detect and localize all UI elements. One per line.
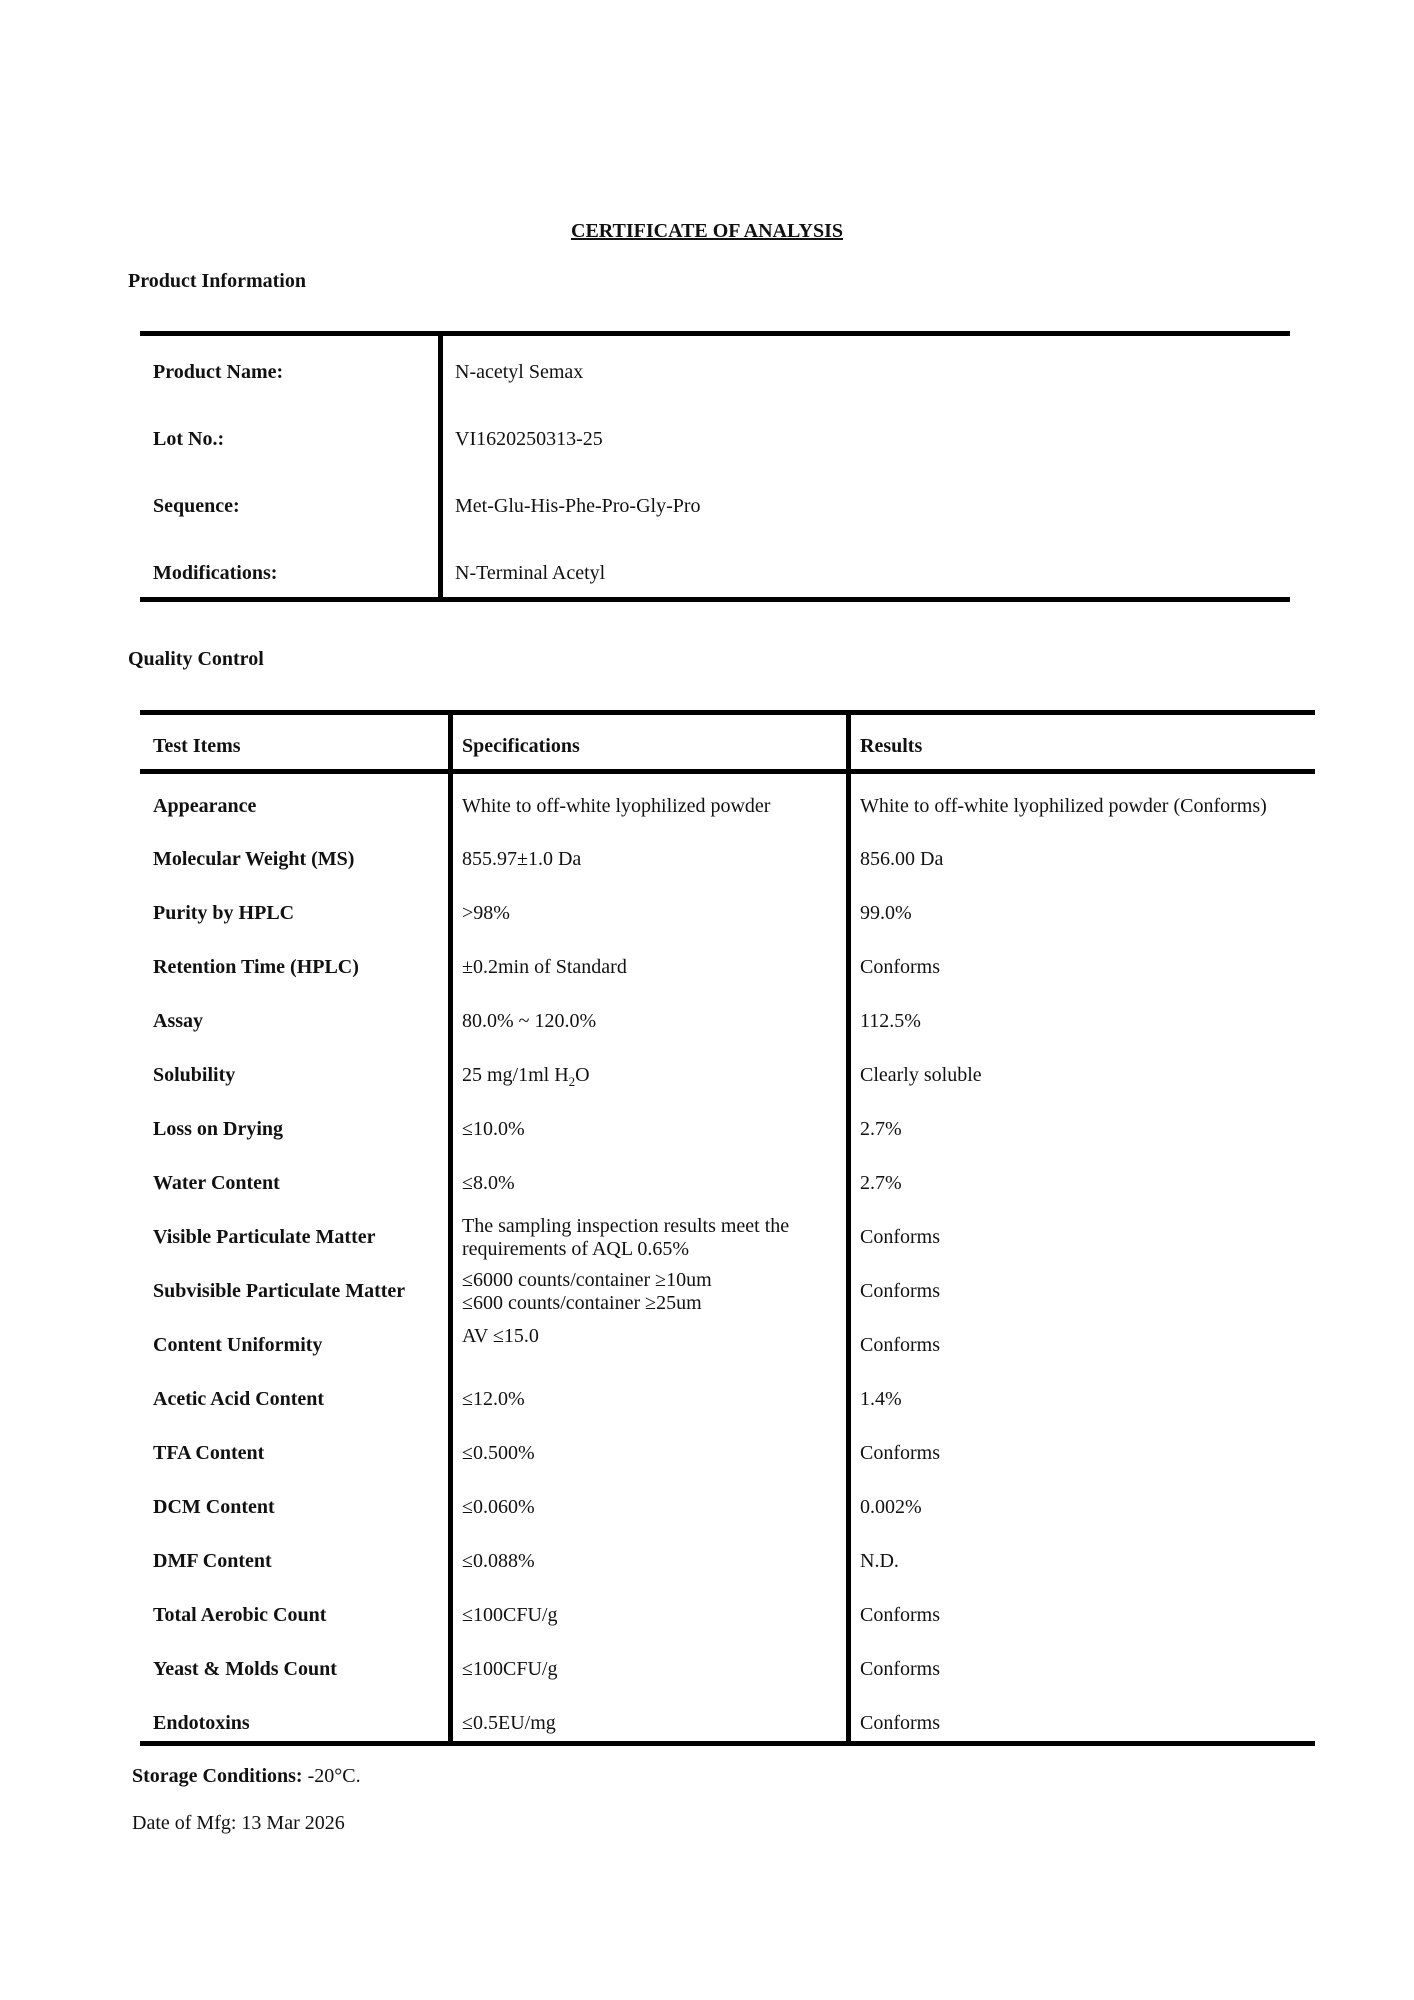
product-information-heading: Product Information: [128, 270, 306, 292]
table-row: [140, 1118, 1315, 1168]
info-value: VI1620250313-25: [455, 428, 603, 450]
header-divider: [140, 769, 1315, 774]
column-header-specifications: Specifications: [462, 735, 580, 757]
specification: 80.0% ~ 120.0%: [462, 1010, 597, 1032]
result: 2.7%: [860, 1118, 902, 1140]
date-of-manufacture: Date of Mfg: 13 Mar 2026: [132, 1812, 345, 1834]
spec-text: 25 mg/1ml H: [462, 1064, 569, 1086]
specification: 855.97±1.0 Da: [462, 848, 582, 870]
specification: >98%: [462, 902, 510, 924]
test-item: Assay: [153, 1010, 204, 1032]
result: Conforms: [860, 1712, 940, 1734]
result: Clearly soluble: [860, 1064, 982, 1086]
result: 0.002%: [860, 1496, 922, 1518]
table-row: [140, 1550, 1315, 1600]
result: 112.5%: [860, 1010, 921, 1032]
test-item: Endotoxins: [153, 1712, 250, 1734]
info-value: N-Terminal Acetyl: [455, 562, 606, 584]
storage-label: Storage Conditions:: [132, 1765, 303, 1787]
info-label: Lot No.:: [153, 428, 225, 450]
result: Conforms: [860, 956, 940, 978]
test-item: TFA Content: [153, 1442, 265, 1464]
specification: [462, 1269, 712, 1315]
test-item: Content Uniformity: [153, 1334, 323, 1356]
test-item: Retention Time (HPLC): [153, 956, 359, 978]
specification: ≤0.500%: [462, 1442, 535, 1464]
info-label: Modifications:: [153, 562, 278, 584]
specification: ≤0.088%: [462, 1550, 535, 1572]
specification: ≤100CFU/g: [462, 1604, 558, 1626]
test-item: Loss on Drying: [153, 1118, 284, 1140]
result: Conforms: [860, 1334, 940, 1356]
info-label: Product Name:: [153, 361, 284, 383]
result: 99.0%: [860, 902, 912, 924]
quality-control-table: [140, 710, 1315, 1746]
specification: White to off-white lyophilized powder: [462, 795, 771, 817]
test-item: Molecular Weight (MS): [153, 848, 355, 870]
table-row: [140, 902, 1315, 952]
result: 2.7%: [860, 1172, 902, 1194]
info-row-modifications: [140, 562, 1290, 592]
test-item: Yeast & Molds Count: [153, 1658, 337, 1680]
test-item: Total Aerobic Count: [153, 1604, 327, 1626]
specification: ≤10.0%: [462, 1118, 525, 1140]
test-item: Acetic Acid Content: [153, 1388, 325, 1410]
test-item: Solubility: [153, 1064, 236, 1086]
quality-control-heading: Quality Control: [128, 648, 264, 670]
table-row: [140, 1064, 1315, 1114]
result: Conforms: [860, 1604, 940, 1626]
info-row-lot-no: [140, 428, 1290, 458]
test-item: Water Content: [153, 1172, 280, 1194]
info-label: Sequence:: [153, 495, 240, 517]
test-item: DMF Content: [153, 1550, 272, 1572]
test-item: DCM Content: [153, 1496, 275, 1518]
spec-text-tail: O: [575, 1064, 590, 1086]
info-row-sequence: [140, 495, 1290, 525]
table-row: [140, 1215, 1315, 1276]
result: 856.00 Da: [860, 848, 944, 870]
table-row: [140, 1269, 1315, 1330]
table-row: [140, 1604, 1315, 1654]
spec-line-2: requirements of AQL 0.65%: [462, 1238, 689, 1260]
spec-line-1: The sampling inspection results meet the: [462, 1215, 790, 1237]
test-item: Purity by HPLC: [153, 902, 295, 924]
table-row: [140, 956, 1315, 1006]
storage-conditions: [132, 1765, 361, 1788]
specification: ≤0.5EU/mg: [462, 1712, 556, 1734]
specification: [462, 1215, 789, 1261]
specification: [462, 1064, 590, 1093]
info-value: N-acetyl Semax: [455, 361, 584, 383]
table-row: [140, 1712, 1315, 1762]
result: N.D.: [860, 1550, 899, 1572]
table-row: [140, 1325, 1315, 1384]
info-row-product-name: [140, 361, 1290, 391]
spec-subscript: 2: [568, 1074, 576, 1089]
result: Conforms: [860, 1442, 940, 1464]
table-row: [140, 1658, 1315, 1708]
document-title: CERTIFICATE OF ANALYSIS: [571, 220, 843, 242]
specification: ±0.2min of Standard: [462, 956, 627, 978]
result: 1.4%: [860, 1388, 902, 1410]
test-item: Subvisible Particulate Matter: [153, 1280, 406, 1302]
specification: ≤100CFU/g: [462, 1658, 558, 1680]
column-header-results: Results: [860, 735, 923, 757]
result: Conforms: [860, 1226, 940, 1248]
table-row: [140, 1010, 1315, 1060]
specification: ≤8.0%: [462, 1172, 515, 1194]
info-value: Met-Glu-His-Phe-Pro-Gly-Pro: [455, 495, 701, 517]
table-row: [140, 1496, 1315, 1546]
column-header-test-items: Test Items: [153, 735, 241, 757]
specification: AV ≤15.0: [462, 1325, 539, 1347]
result: White to off-white lyophilized powder (Conforms): [860, 795, 1267, 817]
spec-line-1: ≤6000 counts/container ≥10um: [462, 1269, 712, 1291]
result: Conforms: [860, 1658, 940, 1680]
storage-value: -20°C.: [302, 1765, 361, 1787]
test-item: Appearance: [153, 795, 257, 817]
specification: ≤0.060%: [462, 1496, 535, 1518]
test-item: Visible Particulate Matter: [153, 1226, 376, 1248]
table-row: [140, 1442, 1315, 1492]
spec-line-2: ≤600 counts/container ≥25um: [462, 1292, 702, 1314]
product-information-table: [140, 331, 1290, 602]
table-row: [140, 795, 1315, 845]
result: Conforms: [860, 1280, 940, 1302]
table-row: [140, 848, 1315, 898]
specification: ≤12.0%: [462, 1388, 525, 1410]
table-row: [140, 1388, 1315, 1438]
